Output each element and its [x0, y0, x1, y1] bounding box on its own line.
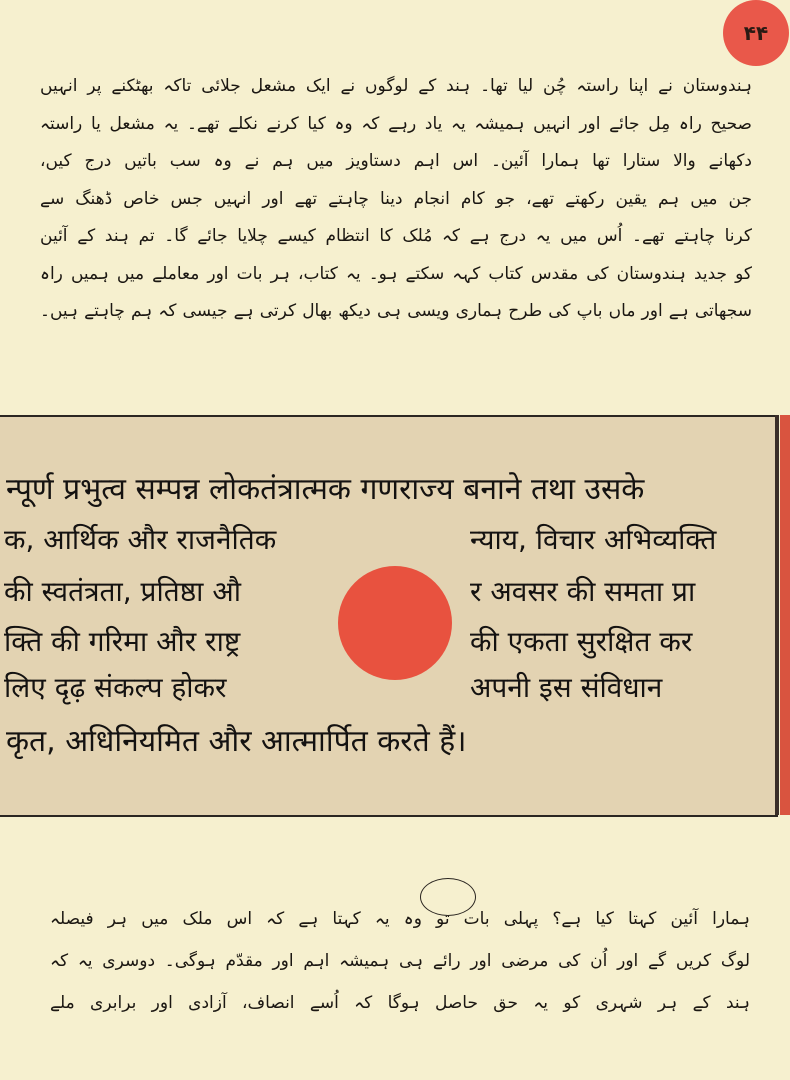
panel-edge-shadow	[775, 415, 779, 815]
paragraph-line: ہمارا آئین کہتا کیا ہے؟ پہلی بات تو وہ یہ کہتا ہے کہ اس ملک میں ہر فیصلہ	[50, 909, 750, 929]
page-number-badge: ۴۴	[723, 0, 789, 66]
preamble-line-left: की स्वतंत्रता, प्रतिष्ठा औ	[4, 575, 241, 608]
panel-edge-red-strip	[780, 415, 790, 815]
paragraph-line: صحیح راہ مِل جائے اور انہیں ہمیشہ یہ یاد رہے کہ وہ کیا کرنے نکلے تھے۔ یہ مشعل یا راستہ	[40, 113, 752, 134]
paragraph-line: جن میں ہم یقین رکھتے تھے، جو کام انجام دینا چاہتے تھے اور انہیں جس خاص ڈھنگ سے	[40, 188, 752, 209]
preamble-line-left: क, आर्थिक और राजनैतिक	[4, 523, 277, 556]
paragraph-line: دکھانے والا ستارا تھا ہمارا آئین۔ اس اہم دستاویز میں ہم نے وہ سب باتیں درج کیں،	[40, 151, 752, 171]
paragraph-line: سجھاتی ہے اور ماں باپ کی طرح ہماری ویسی ہی دیکھ بھال کرتی ہے جیسی کہ ہم چاہتے ہیں۔	[40, 301, 752, 321]
preamble-line-left: लिए दृढ़ संकल्प होकर	[4, 671, 227, 704]
intro-paragraph	[40, 68, 752, 331]
preamble-line-right: न्याय, विचार अभिव्यक्ति	[470, 523, 717, 556]
preamble-line-right: र अवसर की समता प्रा	[470, 575, 696, 608]
paragraph-line: ہندوستان نے اپنا راستہ چُن لیا تھا۔ ہند کے لوگوں نے ایک مشعل جلائی تاکہ بھٹکنے پر انہیں	[40, 76, 752, 96]
preamble-line-left: क्ति की गरिमा और राष्ट्र	[4, 625, 241, 658]
paragraph-line: کرنا چاہتے تھے۔ اُس میں یہ درج ہے کہ مُلک کا انتظام کیسے چلایا جائے گا۔ تم ہند کے آئین	[40, 226, 752, 246]
red-seal-circle	[338, 566, 452, 680]
paragraph-line: ہند کے ہر شہری کو یہ حق حاصل ہوگا کہ اُسے انصاف، آزادی اور برابری ملے	[50, 993, 750, 1013]
closing-paragraph	[50, 898, 750, 1024]
preamble-line-full: न्पूर्ण प्रभुत्व सम्पन्न लोकतंत्रात्मक गणराज्य बनाने तथा उसके	[6, 472, 645, 507]
preamble-line-last: कृत, अधिनियमित और आत्मार्पित करते हैं।	[6, 724, 467, 759]
preamble-line-right: की एकता सुरक्षित कर	[470, 625, 693, 658]
paragraph-line: کو جدید ہندوستان کی مقدس کتاب کہہ سکتے ہو۔ یہ کتاب، ہر بات اور معاملے میں ہمیں راہ	[40, 263, 752, 284]
preamble-line-right: अपनी इस संविधान	[470, 671, 663, 704]
paragraph-line: لوگ کریں گے اور اُن کی مرضی اور رائے ہی ہمیشہ اہم اور مقدّم ہوگی۔ دوسری یہ کہ	[50, 951, 750, 971]
